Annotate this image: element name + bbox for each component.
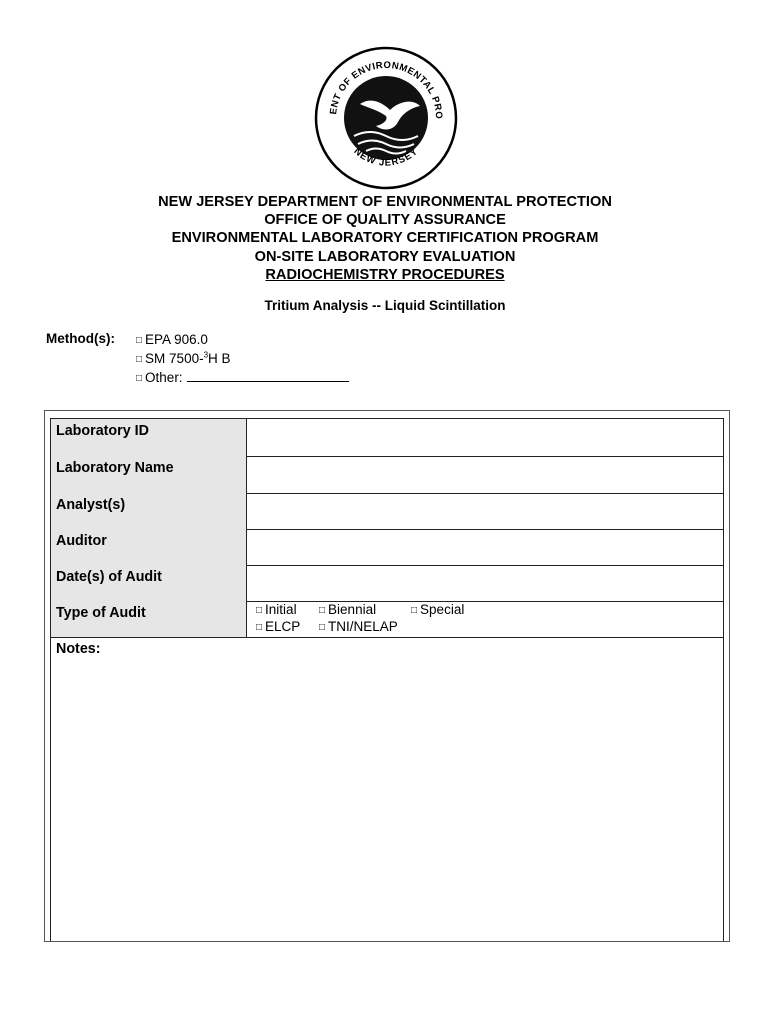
header-program: ENVIRONMENTAL LABORATORY CERTIFICATION PROGRAM (171, 230, 599, 247)
dates-of-audit-label: Date(s) of Audit (51, 565, 247, 601)
method-option-sm[interactable] (136, 350, 349, 369)
analysts-field[interactable] (247, 493, 721, 528)
checkbox-icon[interactable]: □ (136, 354, 143, 365)
svg-text:NEW JERSEY: NEW JERSEY (351, 145, 421, 169)
header-evaluation: ON-SITE LABORATORY EVALUATION (254, 248, 516, 265)
svg-text:DEPARTMENT OF ENVIRONMENTAL PR: ENT OF ENVIRONMENTAL PRO (328, 59, 445, 120)
checkbox-icon[interactable]: □ (411, 605, 418, 616)
auditor-label: Auditor (51, 529, 247, 565)
method-option-label-suffix: H B (208, 351, 231, 366)
notes-field[interactable] (51, 660, 721, 938)
method-option-label: EPA 906.0 (145, 332, 208, 347)
analysts-label: Analyst(s) (51, 493, 247, 529)
document-header (0, 193, 770, 284)
methods-label: Method(s): (46, 331, 115, 346)
method-option-epa[interactable] (136, 331, 349, 350)
method-option-label: Other: (145, 370, 183, 385)
audit-type-tni-nelap[interactable]: □ TNI/NELAP (319, 619, 398, 634)
dates-of-audit-field[interactable] (247, 565, 721, 600)
laboratory-id-label: Laboratory ID (51, 419, 247, 456)
checkbox-icon[interactable]: □ (136, 335, 143, 346)
header-procedures: RADIOCHEMISTRY PROCEDURES (265, 266, 505, 283)
checkbox-icon[interactable]: □ (256, 605, 263, 616)
audit-type-initial[interactable]: □ Initial (256, 602, 297, 617)
superscript: 3 (203, 350, 209, 360)
header-office: OFFICE OF QUALITY ASSURANCE (264, 212, 506, 229)
auditor-field[interactable] (247, 529, 721, 564)
seal-graphic (314, 44, 458, 192)
laboratory-name-label: Laboratory Name (51, 456, 247, 493)
laboratory-name-field[interactable] (247, 456, 721, 492)
notes-label: Notes: (56, 641, 101, 657)
audit-type-biennial[interactable]: □ Biennial (319, 602, 377, 617)
method-option-label: SM 7500- (145, 351, 204, 366)
other-method-blank[interactable] (187, 369, 349, 382)
audit-type-special[interactable]: □ Special (411, 602, 465, 617)
department-seal (314, 44, 458, 192)
methods-list (136, 331, 349, 388)
laboratory-id-field[interactable] (247, 419, 721, 455)
audit-type-elcp[interactable]: □ ELCP (256, 619, 301, 634)
header-agency: NEW JERSEY DEPARTMENT OF ENVIRONMENTAL PROTECTION (158, 194, 612, 210)
method-option-other[interactable] (136, 369, 349, 388)
subtitle: Tritium Analysis -- Liquid Scintillation (264, 298, 506, 313)
type-of-audit-label: Type of Audit (51, 601, 247, 637)
checkbox-icon[interactable]: □ (256, 622, 263, 633)
checkbox-icon[interactable]: □ (319, 622, 326, 633)
checkbox-icon[interactable]: □ (319, 605, 326, 616)
checkbox-icon[interactable]: □ (136, 373, 143, 384)
